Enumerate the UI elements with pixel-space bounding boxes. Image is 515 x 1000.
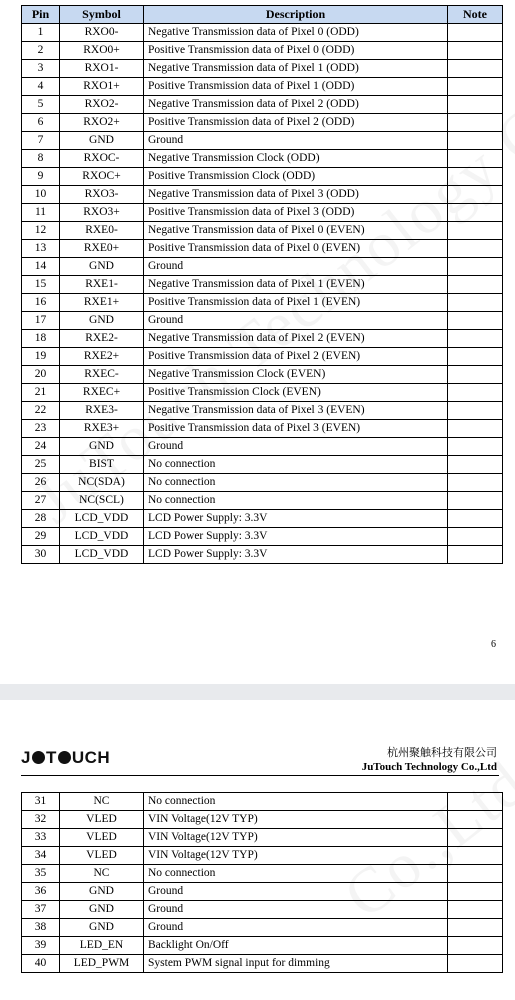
cell-pin: 6 <box>22 114 60 132</box>
cell-note <box>448 96 503 114</box>
cell-pin: 29 <box>22 528 60 546</box>
cell-note <box>448 330 503 348</box>
cell-symbol: RXEC- <box>60 366 144 384</box>
cell-description: LCD Power Supply: 3.3V <box>144 528 448 546</box>
table-row <box>22 150 503 168</box>
cell-note <box>448 456 503 474</box>
pin-table-page-1 <box>21 5 503 564</box>
cell-note <box>448 865 503 883</box>
cell-note <box>448 294 503 312</box>
table-row <box>22 222 503 240</box>
table-row <box>22 456 503 474</box>
cell-symbol: RXEC+ <box>60 384 144 402</box>
cell-symbol: RXE1+ <box>60 294 144 312</box>
cell-description: No connection <box>144 865 448 883</box>
table-row <box>22 132 503 150</box>
cell-note <box>448 240 503 258</box>
cell-description: Negative Transmission data of Pixel 0 (ODD) <box>144 24 448 42</box>
cell-description: Negative Transmission data of Pixel 0 (EVEN) <box>144 222 448 240</box>
header-description: Description <box>144 6 448 24</box>
header-divider <box>21 775 499 776</box>
table-row <box>22 474 503 492</box>
cell-pin: 4 <box>22 78 60 96</box>
cell-pin: 31 <box>22 793 60 811</box>
cell-pin: 23 <box>22 420 60 438</box>
cell-pin: 28 <box>22 510 60 528</box>
cell-pin: 39 <box>22 937 60 955</box>
page-number: 6 <box>491 639 496 650</box>
cell-note <box>448 811 503 829</box>
cell-description: Positive Transmission data of Pixel 0 (EVEN) <box>144 240 448 258</box>
cell-note <box>448 901 503 919</box>
cell-symbol: VLED <box>60 829 144 847</box>
cell-note <box>448 492 503 510</box>
cell-symbol: RXE1- <box>60 276 144 294</box>
cell-pin: 18 <box>22 330 60 348</box>
cell-description: Positive Transmission Clock (ODD) <box>144 168 448 186</box>
table-row <box>22 114 503 132</box>
cell-note <box>448 276 503 294</box>
table-row <box>22 528 503 546</box>
table-row <box>22 312 503 330</box>
cell-symbol: RXO3- <box>60 186 144 204</box>
cell-note <box>448 150 503 168</box>
table-row <box>22 348 503 366</box>
table-row <box>22 294 503 312</box>
cell-symbol: RXE2+ <box>60 348 144 366</box>
table-row <box>22 438 503 456</box>
cell-note <box>448 348 503 366</box>
cell-pin: 30 <box>22 546 60 564</box>
jutouch-logo: J T UCH <box>21 748 111 767</box>
table-row <box>22 42 503 60</box>
cell-pin: 12 <box>22 222 60 240</box>
cell-description: Ground <box>144 132 448 150</box>
cell-pin: 20 <box>22 366 60 384</box>
cell-note <box>448 42 503 60</box>
cell-symbol: VLED <box>60 847 144 865</box>
cell-symbol: RXO0+ <box>60 42 144 60</box>
table-row <box>22 258 503 276</box>
cell-pin: 25 <box>22 456 60 474</box>
table-row <box>22 865 503 883</box>
table-row <box>22 96 503 114</box>
cell-note <box>448 168 503 186</box>
cell-symbol: GND <box>60 258 144 276</box>
cell-pin: 1 <box>22 24 60 42</box>
cell-note <box>448 847 503 865</box>
table-row <box>22 186 503 204</box>
cell-symbol: BIST <box>60 456 144 474</box>
cell-pin: 8 <box>22 150 60 168</box>
cell-symbol: NC(SDA) <box>60 474 144 492</box>
cell-symbol: RXOC- <box>60 150 144 168</box>
header-symbol: Symbol <box>60 6 144 24</box>
table-row <box>22 847 503 865</box>
table-row <box>22 546 503 564</box>
cell-symbol: RXO0- <box>60 24 144 42</box>
cell-description: VIN Voltage(12V TYP) <box>144 811 448 829</box>
cell-note <box>448 366 503 384</box>
cell-description: Ground <box>144 919 448 937</box>
cell-symbol: RXO2+ <box>60 114 144 132</box>
table-row <box>22 937 503 955</box>
cell-pin: 19 <box>22 348 60 366</box>
table-row <box>22 204 503 222</box>
cell-description: Negative Transmission data of Pixel 3 (EVEN) <box>144 402 448 420</box>
cell-pin: 10 <box>22 186 60 204</box>
table-row <box>22 492 503 510</box>
cell-symbol: RXE2- <box>60 330 144 348</box>
cell-description: Ground <box>144 901 448 919</box>
cell-note <box>448 24 503 42</box>
cell-note <box>448 384 503 402</box>
cell-description: Positive Transmission data of Pixel 2 (ODD) <box>144 114 448 132</box>
cell-description: Positive Transmission data of Pixel 0 (ODD) <box>144 42 448 60</box>
cell-symbol: RXE3- <box>60 402 144 420</box>
cell-pin: 15 <box>22 276 60 294</box>
cell-symbol: GND <box>60 919 144 937</box>
cell-symbol: RXE0+ <box>60 240 144 258</box>
table-row <box>22 420 503 438</box>
table-header-row <box>22 6 503 24</box>
table-row <box>22 510 503 528</box>
cell-symbol: GND <box>60 438 144 456</box>
cell-description: Negative Transmission data of Pixel 2 (ODD) <box>144 96 448 114</box>
table-row <box>22 402 503 420</box>
cell-pin: 14 <box>22 258 60 276</box>
cell-description: System PWM signal input for dimming <box>144 955 448 973</box>
table-row <box>22 811 503 829</box>
cell-pin: 13 <box>22 240 60 258</box>
cell-pin: 17 <box>22 312 60 330</box>
cell-symbol: RXO1- <box>60 60 144 78</box>
table-row <box>22 60 503 78</box>
cell-description: Negative Transmission data of Pixel 2 (EVEN) <box>144 330 448 348</box>
cell-pin: 34 <box>22 847 60 865</box>
cell-description: Positive Transmission data of Pixel 1 (EVEN) <box>144 294 448 312</box>
table-row <box>22 168 503 186</box>
cell-pin: 36 <box>22 883 60 901</box>
header-pin: Pin <box>22 6 60 24</box>
cell-description: Negative Transmission data of Pixel 1 (ODD) <box>144 60 448 78</box>
cell-note <box>448 60 503 78</box>
cell-description: VIN Voltage(12V TYP) <box>144 847 448 865</box>
cell-description: Positive Transmission data of Pixel 1 (ODD) <box>144 78 448 96</box>
cell-pin: 38 <box>22 919 60 937</box>
cell-pin: 37 <box>22 901 60 919</box>
cell-symbol: RXE3+ <box>60 420 144 438</box>
cell-pin: 3 <box>22 60 60 78</box>
cell-note <box>448 474 503 492</box>
cell-symbol: NC(SCL) <box>60 492 144 510</box>
cell-note <box>448 546 503 564</box>
cell-description: Negative Transmission data of Pixel 1 (EVEN) <box>144 276 448 294</box>
cell-note <box>448 438 503 456</box>
cell-description: Negative Transmission data of Pixel 3 (ODD) <box>144 186 448 204</box>
table-body-page-2 <box>22 793 503 973</box>
cell-symbol: GND <box>60 883 144 901</box>
table-row <box>22 919 503 937</box>
cell-description: No connection <box>144 474 448 492</box>
cell-symbol: LCD_VDD <box>60 510 144 528</box>
table-row <box>22 330 503 348</box>
cell-description: LCD Power Supply: 3.3V <box>144 546 448 564</box>
company-name-en: JuTouch Technology Co.,Ltd <box>361 761 497 773</box>
company-name-cn: 杭州聚触科技有限公司 <box>387 747 497 759</box>
cell-note <box>448 204 503 222</box>
cell-description: Positive Transmission data of Pixel 2 (EVEN) <box>144 348 448 366</box>
logo-circle-icon <box>58 751 71 764</box>
cell-note <box>448 510 503 528</box>
cell-pin: 5 <box>22 96 60 114</box>
cell-note <box>448 793 503 811</box>
cell-note <box>448 186 503 204</box>
cell-note <box>448 402 503 420</box>
cell-description: Positive Transmission data of Pixel 3 (EVEN) <box>144 420 448 438</box>
cell-symbol: RXOC+ <box>60 168 144 186</box>
cell-note <box>448 78 503 96</box>
table-row <box>22 78 503 96</box>
cell-pin: 27 <box>22 492 60 510</box>
cell-pin: 21 <box>22 384 60 402</box>
cell-description: No connection <box>144 456 448 474</box>
pin-table-page-2 <box>21 792 503 973</box>
cell-symbol: NC <box>60 865 144 883</box>
cell-note <box>448 114 503 132</box>
cell-note <box>448 829 503 847</box>
cell-description: Ground <box>144 312 448 330</box>
company-name <box>362 746 497 774</box>
table-row <box>22 366 503 384</box>
cell-note <box>448 420 503 438</box>
cell-pin: 7 <box>22 132 60 150</box>
logo-circle-icon <box>32 751 45 764</box>
cell-symbol: GND <box>60 132 144 150</box>
cell-note <box>448 937 503 955</box>
table-row <box>22 384 503 402</box>
cell-symbol: GND <box>60 901 144 919</box>
cell-note <box>448 955 503 973</box>
cell-symbol: VLED <box>60 811 144 829</box>
table-row <box>22 240 503 258</box>
cell-pin: 24 <box>22 438 60 456</box>
table-row <box>22 883 503 901</box>
table-row <box>22 24 503 42</box>
cell-symbol: RXO2- <box>60 96 144 114</box>
cell-symbol: LCD_VDD <box>60 528 144 546</box>
cell-description: Backlight On/Off <box>144 937 448 955</box>
cell-symbol: LED_EN <box>60 937 144 955</box>
cell-symbol: GND <box>60 312 144 330</box>
table-body-page-1 <box>22 24 503 564</box>
cell-symbol: NC <box>60 793 144 811</box>
cell-pin: 35 <box>22 865 60 883</box>
cell-pin: 33 <box>22 829 60 847</box>
cell-symbol: RXE0- <box>60 222 144 240</box>
cell-pin: 22 <box>22 402 60 420</box>
cell-description: Ground <box>144 258 448 276</box>
cell-pin: 40 <box>22 955 60 973</box>
cell-description: VIN Voltage(12V TYP) <box>144 829 448 847</box>
cell-description: No connection <box>144 793 448 811</box>
cell-pin: 9 <box>22 168 60 186</box>
cell-description: Ground <box>144 883 448 901</box>
cell-description: Negative Transmission Clock (EVEN) <box>144 366 448 384</box>
cell-symbol: LCD_VDD <box>60 546 144 564</box>
cell-note <box>448 528 503 546</box>
cell-pin: 2 <box>22 42 60 60</box>
cell-note <box>448 919 503 937</box>
cell-description: No connection <box>144 492 448 510</box>
table-row <box>22 829 503 847</box>
cell-description: Ground <box>144 438 448 456</box>
cell-note <box>448 312 503 330</box>
viewer-page-gap <box>0 684 515 700</box>
cell-pin: 32 <box>22 811 60 829</box>
table-row <box>22 901 503 919</box>
cell-note <box>448 132 503 150</box>
cell-pin: 11 <box>22 204 60 222</box>
cell-pin: 16 <box>22 294 60 312</box>
cell-symbol: RXO1+ <box>60 78 144 96</box>
cell-description: Negative Transmission Clock (ODD) <box>144 150 448 168</box>
cell-symbol: LED_PWM <box>60 955 144 973</box>
cell-symbol: RXO3+ <box>60 204 144 222</box>
header-note: Note <box>448 6 503 24</box>
cell-note <box>448 258 503 276</box>
table-row <box>22 276 503 294</box>
cell-description: LCD Power Supply: 3.3V <box>144 510 448 528</box>
cell-description: Positive Transmission Clock (EVEN) <box>144 384 448 402</box>
cell-note <box>448 222 503 240</box>
cell-description: Positive Transmission data of Pixel 3 (ODD) <box>144 204 448 222</box>
table-row <box>22 955 503 973</box>
cell-note <box>448 883 503 901</box>
cell-pin: 26 <box>22 474 60 492</box>
table-row <box>22 793 503 811</box>
